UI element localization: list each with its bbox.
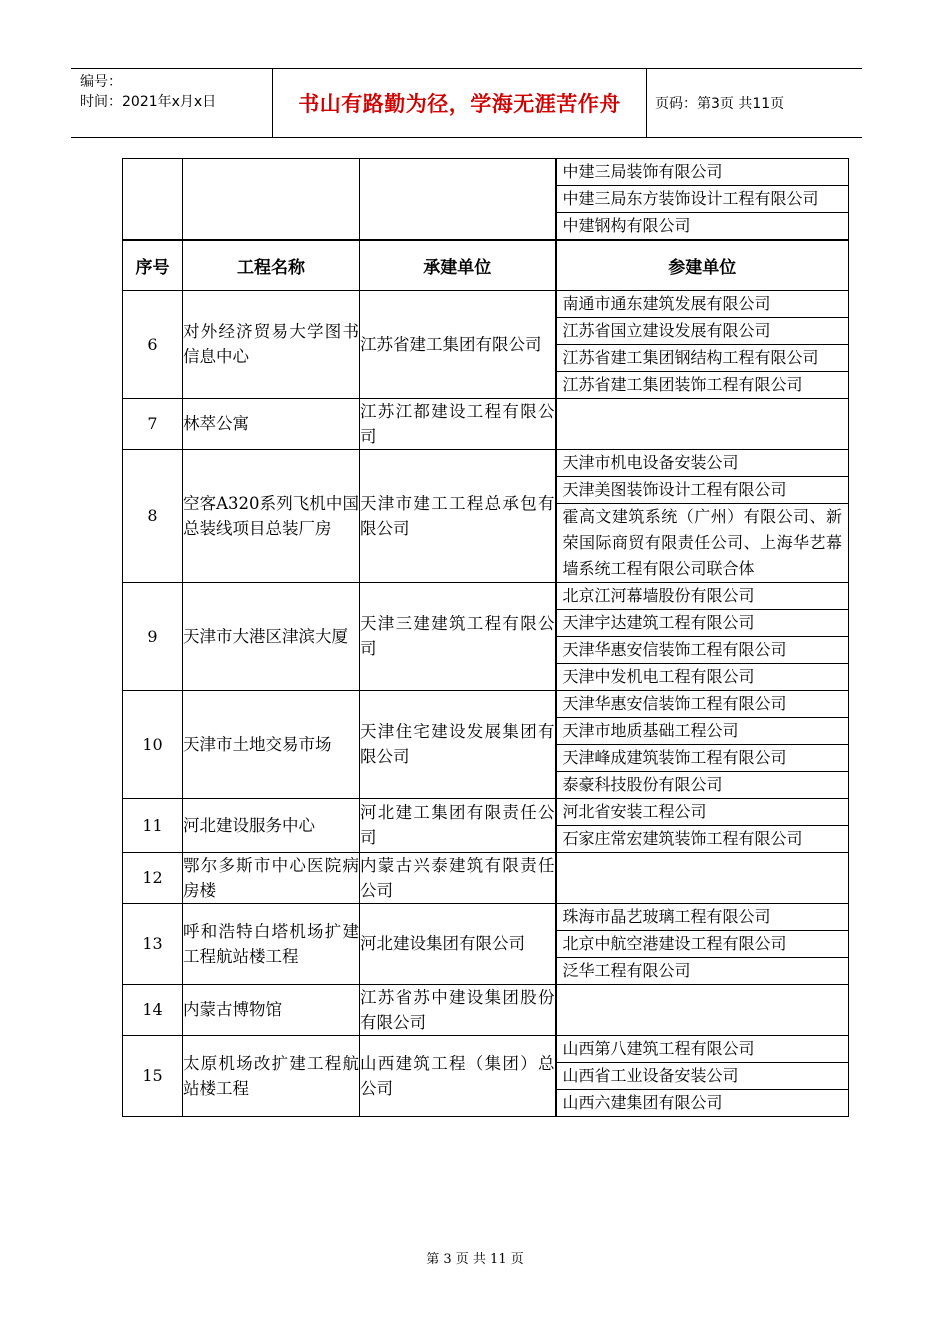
contractor: 江苏江都建设工程有限公司 [360, 398, 556, 449]
table-row [123, 1035, 849, 1062]
participant-cell: 江苏省建工集团装饰工程有限公司 [556, 371, 849, 398]
table-row [123, 690, 849, 717]
participant-cell: 石家庄常宏建筑装饰工程有限公司 [556, 825, 849, 852]
row-number: 8 [123, 449, 183, 582]
participant-cell: 河北省安装工程公司 [556, 798, 849, 825]
header-page-info: 页码：第3页 共11页 [655, 96, 785, 112]
participant-cell: 中建三局东方装饰设计工程有限公司 [556, 186, 849, 213]
header-divider [646, 69, 647, 137]
table-row [123, 582, 849, 609]
project-name: 呼和浩特白塔机场扩建工程航站楼工程 [183, 903, 360, 984]
participant-cell: 珠海市晶艺玻璃工程有限公司 [556, 903, 849, 930]
project-name: 天津市大港区津滨大厦 [183, 582, 360, 690]
participant-cell: 霍高文建筑系统（广州）有限公司、新荣国际商贸有限责任公司、上海华艺幕墙系统工程有限公司联合体 [556, 503, 849, 582]
table-header-row [123, 240, 849, 290]
participant-cell: 天津中发机电工程有限公司 [556, 663, 849, 690]
table-row [123, 398, 849, 449]
contractor: 山西建筑工程（集团）总公司 [360, 1035, 556, 1116]
project-name: 鄂尔多斯市中心医院病房楼 [183, 852, 360, 903]
row-number: 10 [123, 690, 183, 798]
participant-cell: 山西六建集团有限公司 [556, 1089, 849, 1116]
column-header-name: 工程名称 [183, 240, 360, 290]
column-header-contractor: 承建单位 [360, 240, 556, 290]
participant-cell: 中建钢构有限公司 [556, 213, 849, 241]
contractor: 天津三建建筑工程有限公司 [360, 582, 556, 690]
participant-cell: 山西省工业设备安装公司 [556, 1062, 849, 1089]
page-footer: 第 3 页 共 11 页 [426, 1252, 524, 1267]
participant-cell: 山西第八建筑工程有限公司 [556, 1035, 849, 1062]
contractor: 河北建设集团有限公司 [360, 903, 556, 984]
participant-cell: 天津市地质基础工程公司 [556, 717, 849, 744]
table-row [123, 903, 849, 930]
project-name: 天津市土地交易市场 [183, 690, 360, 798]
continuation-row [123, 159, 849, 186]
participant-cell: 天津华惠安信装饰工程有限公司 [556, 690, 849, 717]
participant-cell: 北京江河幕墙股份有限公司 [556, 582, 849, 609]
project-name: 空客A320系列飞机中国总装线项目总装厂房 [183, 449, 360, 582]
row-number: 13 [123, 903, 183, 984]
participant-cell: 天津华惠安信装饰工程有限公司 [556, 636, 849, 663]
project-name: 对外经济贸易大学图书信息中心 [183, 290, 360, 398]
participant-cell: 天津宇达建筑工程有限公司 [556, 609, 849, 636]
project-name: 林萃公寓 [183, 398, 360, 449]
participant-cell: 天津美图装饰设计工程有限公司 [556, 476, 849, 503]
participant-cell: 天津峰成建筑装饰工程有限公司 [556, 744, 849, 771]
participant-cell: 江苏省建工集团钢结构工程有限公司 [556, 344, 849, 371]
row-number: 7 [123, 398, 183, 449]
page-header [71, 68, 862, 138]
participant-cell: 北京中航空港建设工程有限公司 [556, 930, 849, 957]
project-name: 太原机场改扩建工程航站楼工程 [183, 1035, 360, 1116]
table-row [123, 449, 849, 476]
row-number: 15 [123, 1035, 183, 1116]
table-row [123, 852, 849, 903]
column-header-seq: 序号 [123, 240, 183, 290]
participant-cell: 南通市通东建筑发展有限公司 [556, 290, 849, 317]
participant-cell: 泰豪科技股份有限公司 [556, 771, 849, 798]
project-name: 河北建设服务中心 [183, 798, 360, 852]
participant-cell: 天津市机电设备安装公司 [556, 449, 849, 476]
table-row [123, 984, 849, 1035]
participant-cell [556, 398, 849, 449]
row-number: 12 [123, 852, 183, 903]
participant-cell [556, 852, 849, 903]
contractor: 天津市建工工程总承包有限公司 [360, 449, 556, 582]
project-table [122, 158, 849, 1117]
row-number: 6 [123, 290, 183, 398]
document-number: 编号： [80, 74, 122, 90]
table-row [123, 798, 849, 825]
project-name: 内蒙古博物馆 [183, 984, 360, 1035]
row-number: 14 [123, 984, 183, 1035]
contractor: 内蒙古兴泰建筑有限责任公司 [360, 852, 556, 903]
column-header-participants: 参建单位 [556, 240, 849, 290]
header-motto: 书山有路勤为径，学海无涯苦作舟 [298, 92, 621, 116]
participant-cell: 泛华工程有限公司 [556, 957, 849, 984]
contractor: 天津住宅建设发展集团有限公司 [360, 690, 556, 798]
contractor: 河北建工集团有限责任公司 [360, 798, 556, 852]
header-meta [80, 72, 216, 112]
participant-cell: 江苏省国立建设发展有限公司 [556, 317, 849, 344]
participant-cell [556, 984, 849, 1035]
row-number: 11 [123, 798, 183, 852]
contractor: 江苏省苏中建设集团股份有限公司 [360, 984, 556, 1035]
participant-cell: 中建三局装饰有限公司 [556, 159, 849, 186]
document-time: 时间：2021年x月x日 [80, 94, 217, 110]
table-row [123, 290, 849, 317]
contractor: 江苏省建工集团有限公司 [360, 290, 556, 398]
row-number: 9 [123, 582, 183, 690]
